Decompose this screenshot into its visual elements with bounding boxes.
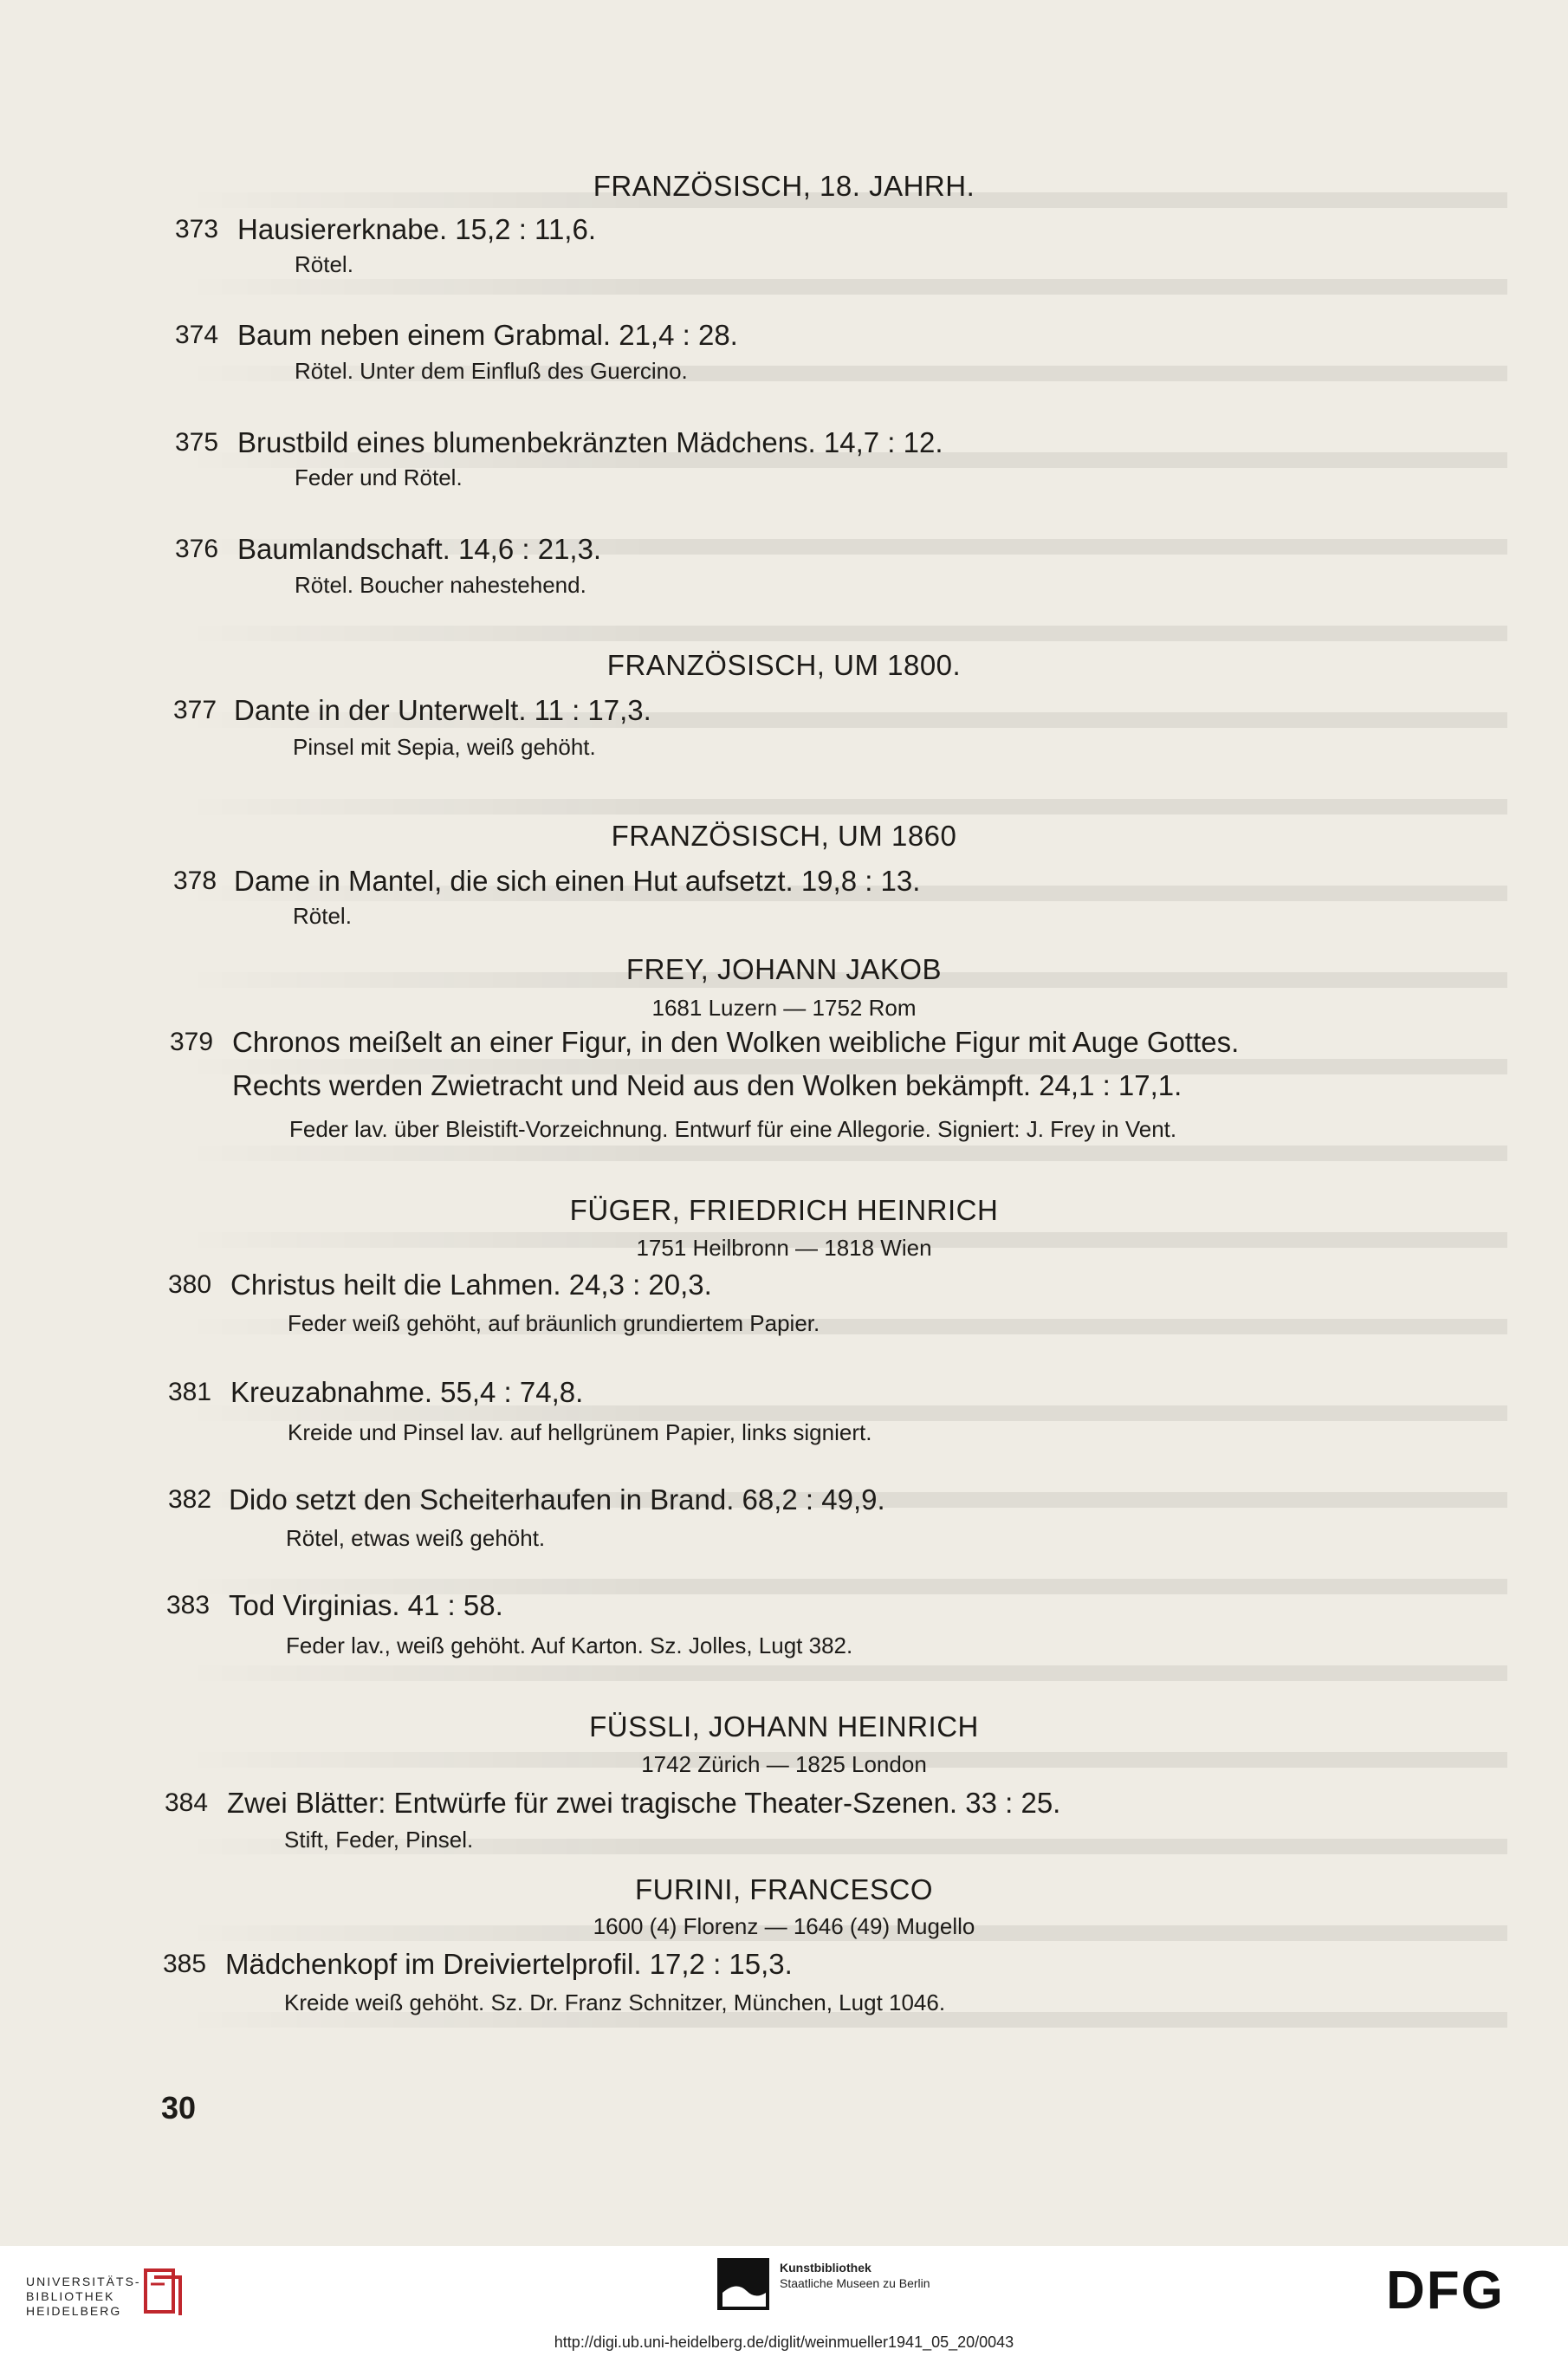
entry-note: Stift, Feder, Pinsel. [284, 1827, 474, 1853]
entry-number: 374 [175, 321, 219, 349]
entry-note: Rötel. [293, 903, 352, 929]
artist-lifespan: 1751 Heilbronn — 1818 Wien [636, 1235, 932, 1261]
entry-note: Rötel. [295, 251, 353, 277]
entry-title: Zwei Blätter: Entwürfe für zwei tragische Theater-Szenen. 33 : 25. [227, 1787, 1061, 1819]
ub-heidelberg-logo-icon [139, 2265, 191, 2317]
section-heading: FREY, JOHANN JAKOB [625, 953, 943, 985]
entry-number: 380 [168, 1270, 212, 1299]
entry-title: Mädchenkopf im Dreiviertelprofil. 17,2 : 15,3. [225, 1948, 793, 1980]
entry-number: 377 [173, 696, 217, 724]
entry-title: Brustbild eines blumenbekränzten Mädchens. 14,7 : 12. [237, 426, 943, 458]
entry-title: Hausiererknabe. 15,2 : 11,6. [237, 213, 596, 245]
ub-line: BIBLIOTHEK [26, 2289, 115, 2303]
artist-lifespan: 1681 Luzern — 1752 Rom [651, 995, 917, 1021]
artist-lifespan: 1600 (4) Florenz — 1646 (49) Mugello [593, 1913, 975, 1939]
source-url[interactable]: http://digi.ub.uni-heidelberg.de/diglit/weinmueller1941_05_20/0043 [554, 2333, 1014, 2351]
entry-title: Dido setzt den Scheiterhaufen in Brand. 68,2 : 49,9. [229, 1483, 885, 1515]
entry-title: Baumlandschaft. 14,6 : 21,3. [237, 533, 602, 565]
entry-title: Dame in Mantel, die sich einen Hut aufsetzt. 19,8 : 13. [234, 865, 921, 897]
entry-note: Kreide weiß gehöht. Sz. Dr. Franz Schnitzer, München, Lugt 1046. [284, 1989, 946, 2015]
entry-number: 376 [175, 535, 219, 563]
entry-number: 379 [170, 1028, 214, 1056]
section-heading: FRANZÖSISCH, 18. JAHRH. [593, 170, 975, 202]
section-heading: FÜSSLI, JOHANN HEINRICH [589, 1710, 979, 1743]
entry-title: Baum neben einem Grabmal. 21,4 : 28. [237, 319, 738, 351]
entry-title: Kreuzabnahme. 55,4 : 74,8. [230, 1376, 584, 1408]
entry-number: 373 [175, 215, 219, 243]
kunstbibliothek-text [780, 2260, 930, 2291]
section-heading: FRANZÖSISCH, UM 1860 [611, 820, 957, 852]
entry-number: 382 [168, 1485, 212, 1514]
dfg-logo-icon [1386, 2263, 1551, 2315]
entry-title: Dante in der Unterwelt. 11 : 17,3. [234, 694, 651, 726]
entry-title: Tod Virginias. 41 : 58. [229, 1589, 503, 1621]
section-heading: FÜGER, FRIEDRICH HEINRICH [569, 1194, 999, 1226]
page-number: 30 [161, 2090, 197, 2126]
entry-title: Christus heilt die Lahmen. 24,3 : 20,3. [230, 1269, 712, 1301]
entry-note: Kreide und Pinsel lav. auf hellgrünem Papier, links signiert. [288, 1419, 872, 1445]
ub-line: HEIDELBERG [26, 2304, 122, 2318]
ub-line: UNIVERSITÄTS- [26, 2275, 141, 2288]
kunstbibliothek-subtitle: Staatliche Museen zu Berlin [780, 2276, 930, 2290]
entry-number: 378 [173, 866, 217, 895]
entry-note: Feder weiß gehöht, auf bräunlich grundiertem Papier. [288, 1310, 820, 1336]
entry-note: Feder lav., weiß gehöht. Auf Karton. Sz. Jolles, Lugt 382. [286, 1632, 853, 1658]
entry-number: 383 [166, 1591, 211, 1619]
kunstbibliothek-title: Kunstbibliothek [780, 2261, 871, 2275]
section-heading: FRANZÖSISCH, UM 1800. [606, 649, 962, 681]
entry-note: Rötel, etwas weiß gehöht. [286, 1525, 546, 1551]
dfg-logo-text: DFG [1386, 2263, 1505, 2315]
entry-title-continued: Rechts werden Zwietracht und Neid aus den Wolken bekämpft. 24,1 : 17,1. [232, 1069, 1182, 1101]
entry-note: Rötel. Unter dem Einfluß des Guercino. [295, 358, 688, 384]
entry-note: Pinsel mit Sepia, weiß gehöht. [293, 734, 596, 760]
entry-number: 385 [163, 1950, 207, 1978]
entry-note: Rötel. Boucher nahestehend. [295, 572, 586, 598]
entry-number: 381 [168, 1378, 212, 1406]
entry-number: 384 [165, 1788, 209, 1817]
artist-lifespan: 1742 Zürich — 1825 London [641, 1751, 927, 1777]
section-heading: FURINI, FRANCESCO [634, 1873, 933, 1905]
entry-note: Feder und Rötel. [295, 464, 463, 490]
entry-title: Chronos meißelt an einer Figur, in den Wolken weibliche Figur mit Auge Gottes. [232, 1026, 1240, 1058]
entry-note: Feder lav. über Bleistift-Vorzeichnung. Entwurf für eine Allegorie. Signiert: J. Frey in Vent. [289, 1116, 1177, 1142]
ub-heidelberg-logo-text [26, 2275, 141, 2319]
dfg-logo [1386, 2263, 1551, 2319]
kunstbibliothek-logo-icon [717, 2258, 769, 2310]
entry-number: 375 [175, 428, 219, 457]
